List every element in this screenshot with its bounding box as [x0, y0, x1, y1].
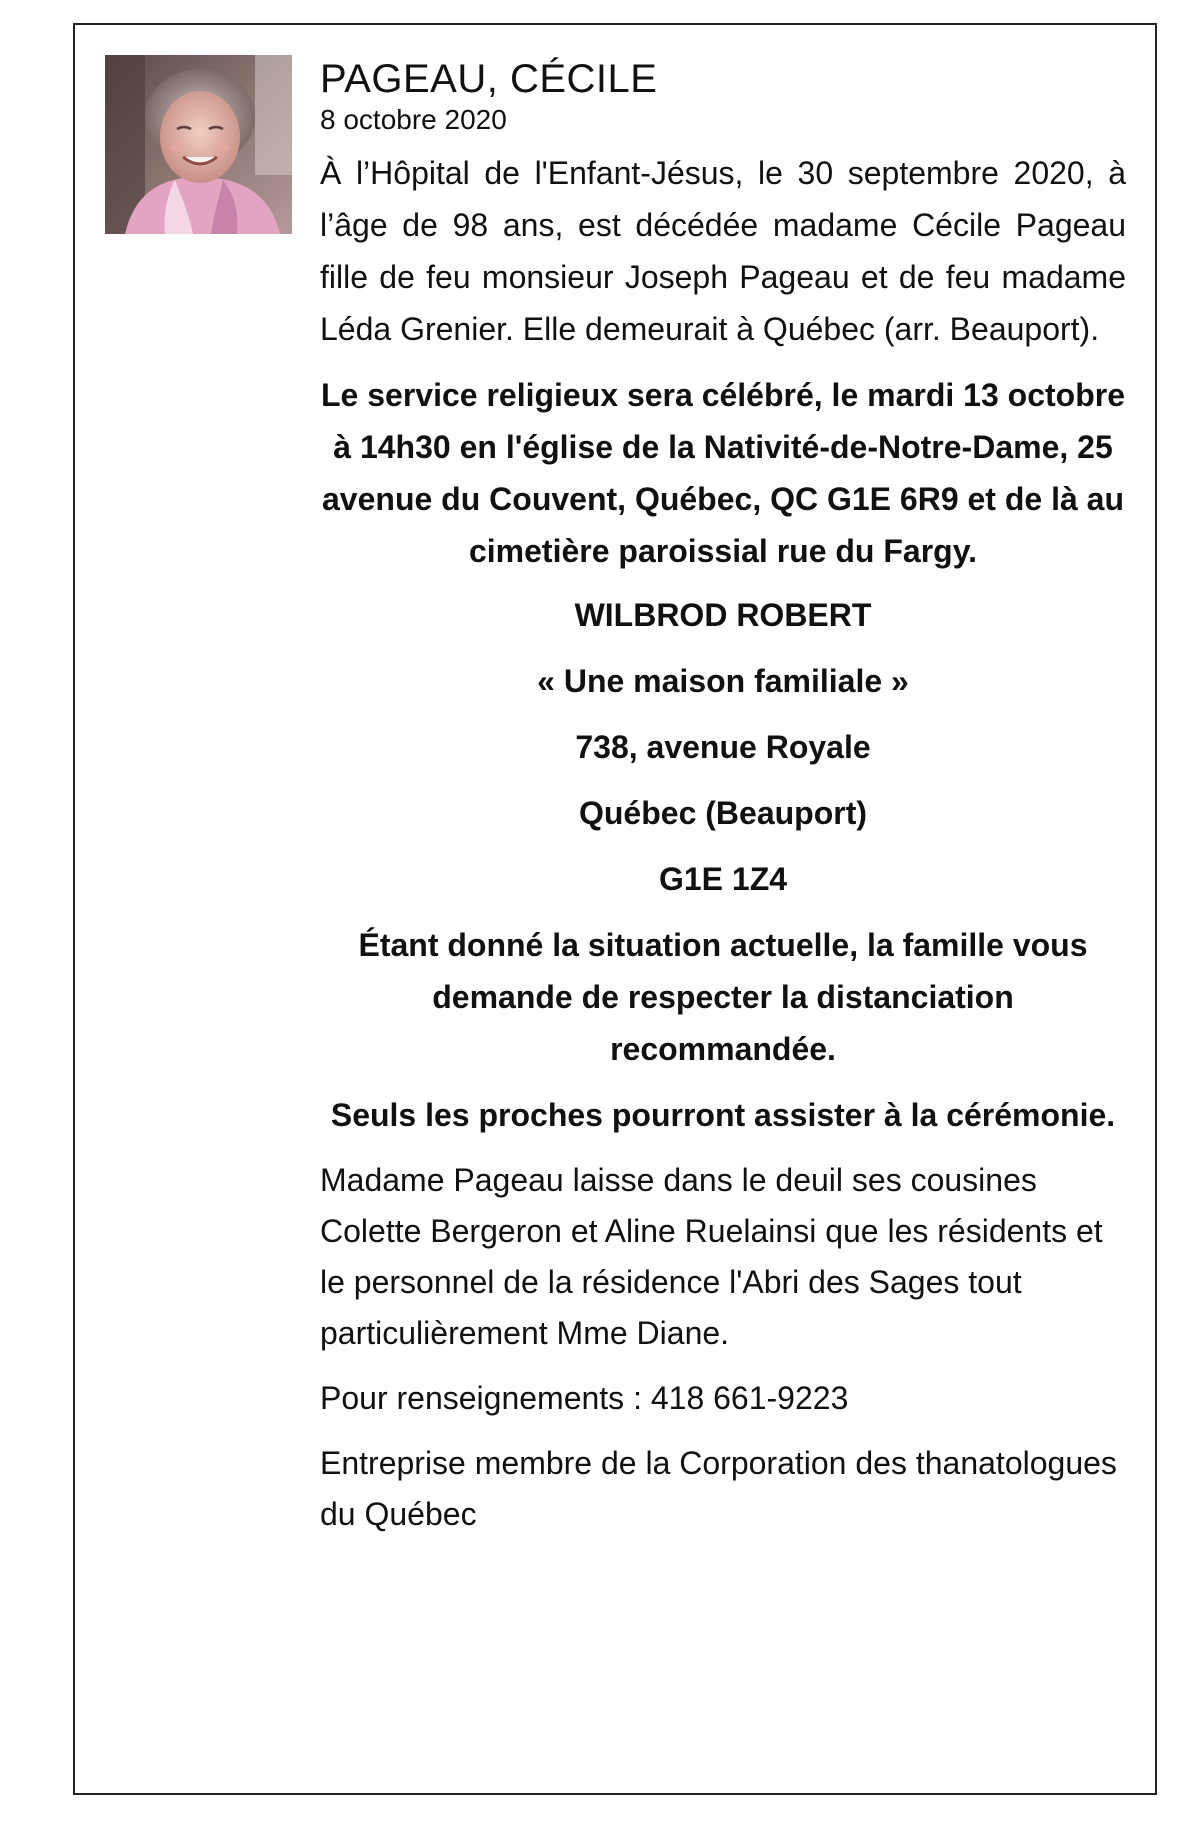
publication-date: 8 octobre 2020 — [320, 104, 507, 135]
obituary-content — [320, 55, 1126, 1554]
service-details: Le service religieux sera célébré, le mardi 13 octobre à 14h30 en l'église de la Nativité-de-Notre-Dame, 25 avenue du Couvent, Québec, QC G1E 6R9 et de là au cimetière paroissial rue du Fargy. — [321, 377, 1125, 569]
funeral-home-slogan: « Une maison familiale » — [537, 663, 909, 699]
membership-text: Entreprise membre de la Corporation des thanatologues du Québec — [320, 1445, 1117, 1532]
portrait-image — [105, 55, 292, 234]
contact-info: Pour renseignements : 418 661-9223 — [320, 1380, 849, 1416]
portrait-photo — [105, 55, 292, 234]
obituary-card — [73, 23, 1157, 1795]
distancing-notice: Étant donné la situation actuelle, la famille vous demande de respecter la distanciation recommandée. — [358, 927, 1088, 1067]
funeral-home-name: WILBROD ROBERT — [574, 597, 872, 633]
death-announcement: À l’Hôpital de l'Enfant-Jésus, le 30 septembre 2020, à l’âge de 98 ans, est décédée madame Cécile Pageau fille de feu monsieur Joseph Pageau et de feu madame Léda Grenier. Elle demeurait à Québec (arr. Beauport). — [320, 155, 1126, 347]
survivors-text: Madame Pageau laisse dans le deuil ses cousines Colette Bergeron et Aline Ruelainsi que les résidents et le personnel de la résidence l'Abri des Sages tout particulièrement Mme Diane. — [320, 1162, 1103, 1351]
funeral-home-street: 738, avenue Royale — [575, 729, 871, 765]
attendance-notice: Seuls les proches pourront assister à la cérémonie. — [330, 1097, 1116, 1133]
deceased-name: PAGEAU, CÉCILE — [320, 57, 658, 101]
funeral-home-city: Québec (Beauport) — [578, 795, 868, 831]
funeral-home-postal: G1E 1Z4 — [658, 861, 788, 897]
